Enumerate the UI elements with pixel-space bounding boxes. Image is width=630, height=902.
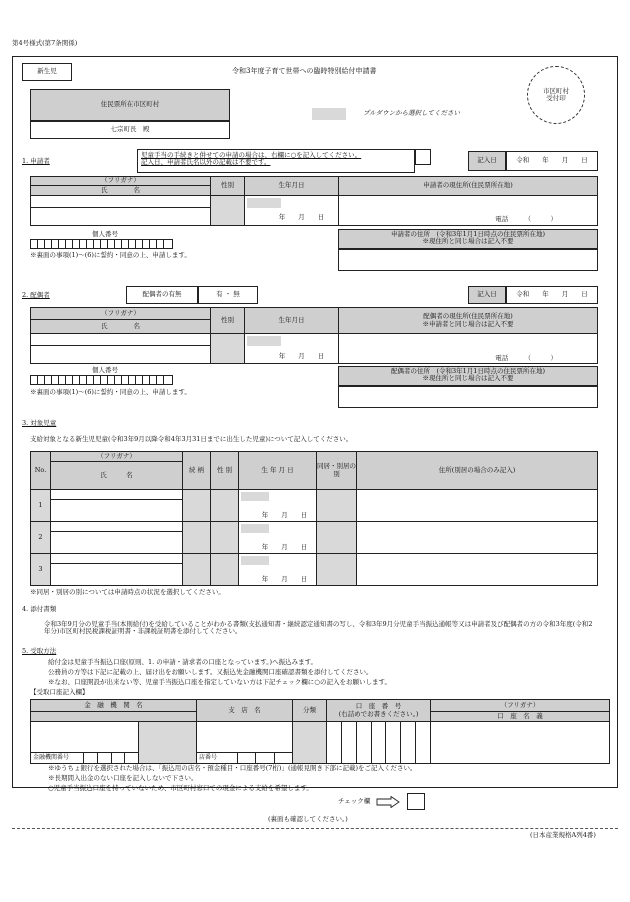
spouse-2021-address-field[interactable] [338, 386, 598, 408]
spouse-individual-number[interactable] [30, 375, 173, 385]
attachments-text: 令和3年9月分の児童手当(本則給付)を受給していることがわかる書類(支払通知書・継続認定通知書の写し、令和3年9月分児童手当振込通帳等又は申請者及び配偶者の方の令和3年度(令和2年分)市区町村民税課税証明書・非課税証明書を添付してください。 [44, 620, 593, 636]
branch-code-input[interactable] [237, 753, 255, 763]
receipt-line-3: ※なお、口座開設が出来ない等、児童手当振込口座を指定していない方は下記チェック欄に○の記入をお願いします。 [48, 678, 391, 686]
spouse-presence-label: 配偶者の有無 [126, 286, 198, 304]
receipt-note-1: ※ゆうちょ銀行を選択された場合は、「振込用の店名・預金種目・口座番号(7桁)」(通帳見開き下部に記載)をご記入ください。 [48, 764, 417, 772]
child-name-input[interactable] [51, 500, 183, 522]
arrow-right-icon [376, 796, 400, 810]
paper-size-note: (日本産業規格A列4番) [530, 831, 596, 839]
spouse-section-title: 2. 配偶者 [22, 291, 50, 299]
applicant-birthdate-field[interactable]: 年 月 日 [245, 196, 339, 226]
spouse-name-input[interactable] [31, 346, 211, 364]
child-name-input[interactable] [51, 564, 183, 586]
form-title: 令和3年度子育て世帯への臨時特別給付申請書 [232, 67, 377, 75]
account-category-select[interactable] [293, 722, 327, 764]
child-furigana-input[interactable] [51, 490, 183, 500]
spouse-gender-select[interactable] [211, 334, 245, 364]
applicant-furigana-input[interactable] [31, 196, 211, 208]
spouse-furigana-input[interactable] [31, 334, 211, 346]
receipt-line-2: 公務員の方等は下記に記載の上、届け出をお願いします。又振込先金融機関口座確認書類を添付してください。 [48, 668, 373, 676]
child-address-field[interactable] [357, 522, 598, 554]
child-relation-select[interactable] [183, 522, 211, 554]
receipt-note-3: ○児童手当振込口座を持っていないため、市区町村窓口での現金による支給を希望します。 [48, 784, 313, 792]
receipt-section-title: 5. 受取方法 [22, 647, 57, 655]
account-number-input[interactable] [327, 722, 431, 764]
spouse-date-label: 記入日 [468, 286, 506, 304]
children-footnote: ※同居・別居の別については申請時点の状況を選択してください。 [30, 588, 225, 596]
pulldown-sample [312, 108, 346, 120]
applicant-name-input[interactable] [31, 208, 211, 226]
cash-payment-checkbox[interactable] [407, 793, 425, 810]
applicant-notice: 児童手当の手続きと併せての申請の場合は、右欄に○を記入してください。 記入日、申請者氏名以外の記載は不要です。 [137, 149, 415, 173]
bank-name-input[interactable] [31, 722, 139, 753]
children-table: No. （フリガナ） 続 柄 性 別 生 年 月 日 同居・別居の別 住所(別居の場合のみ記入) 氏 名 1 年 月 日 2 年 月 日 3 年 月 日 [30, 451, 598, 586]
child-name-input[interactable] [51, 532, 183, 554]
applicant-address-field[interactable]: 電話 （ ） [339, 196, 598, 226]
applicant-individual-number[interactable] [30, 239, 173, 249]
child-birthdate-field[interactable]: 年 月 日 [239, 554, 317, 586]
newborn-tag: 新生児 [22, 63, 72, 81]
spouse-birthdate-field[interactable]: 年 月 日 [245, 334, 339, 364]
pulldown-note: プルダウンから選択してください [363, 109, 460, 117]
applicant-2021-address-label: 申請者の住所 (令和3年1月1日時点の住民票所在地) ※現住所と同じ場合は記入不要 [338, 229, 598, 249]
applicant-section-title: 1. 申請者 [22, 157, 50, 165]
spouse-presence-select[interactable]: 有 ・ 無 [198, 286, 258, 304]
child-furigana-input[interactable] [51, 522, 183, 532]
table-row: 2 年 月 日 [31, 522, 598, 532]
child-relation-select[interactable] [183, 554, 211, 586]
child-cohabit-select[interactable] [317, 522, 357, 554]
applicant-pledge: ※裏面の事項(1)～(6)に誓約・同意の上、申請します。 [30, 251, 191, 259]
applicant-table: （フリガナ） 性別 生年月日 申請者の現住所(住民票所在地) 氏 名 年 月 日 電話 （ ） [30, 176, 598, 226]
spouse-pledge: ※裏面の事項(1)～(6)に誓約・同意の上、申請します。 [30, 388, 191, 396]
child-address-field[interactable] [357, 554, 598, 586]
form-number: 第4号様式(第7条関係) [12, 39, 78, 47]
applicant-2021-address-field[interactable] [338, 249, 598, 271]
account-holder-input[interactable] [431, 722, 610, 764]
reception-stamp: 市区町村 受付印 [527, 66, 585, 124]
table-row: 3 年 月 日 [31, 554, 598, 564]
child-gender-select[interactable] [211, 554, 239, 586]
spouse-number-label: 個人番号 [92, 365, 118, 374]
back-side-note: (裏面も確認してください。) [268, 815, 348, 823]
mayor-addressee: 七宗町長 殿 [30, 121, 230, 139]
spouse-2021-address-label: 配偶者の住所 (令和3年1月1日時点の住民票所在地) ※現住所と同じ場合は記入不要 [338, 366, 598, 386]
attachments-section-title: 4. 添付書類 [22, 605, 57, 613]
children-section-title: 3. 対象児童 [22, 419, 57, 427]
divider [12, 828, 618, 829]
branch-name-input[interactable] [197, 722, 293, 753]
receipt-note-2: ※長期間入出金のない口座を記入しないで下さい。 [48, 774, 198, 782]
child-address-field[interactable] [357, 490, 598, 522]
combined-procedure-checkbox[interactable] [415, 149, 431, 165]
bank-type-select[interactable] [139, 722, 197, 764]
child-cohabit-select[interactable] [317, 490, 357, 522]
child-furigana-input[interactable] [51, 554, 183, 564]
table-row: 1 年 月 日 [31, 490, 598, 500]
applicant-date-field[interactable]: 令和 年 月 日 [506, 151, 598, 171]
child-gender-select[interactable] [211, 490, 239, 522]
applicant-number-label: 個人番号 [92, 229, 118, 238]
spouse-address-field[interactable]: 電話 （ ） [339, 334, 598, 364]
child-birthdate-field[interactable]: 年 月 日 [239, 522, 317, 554]
check-label: チェック欄 [338, 797, 371, 805]
account-section-title: 【受取口座記入欄】 [30, 688, 89, 696]
applicant-date-label: 記入日 [468, 151, 506, 171]
bank-account-table: 金 融 機 関 名 支 店 名 分類 口 座 番 号 (右詰めでお書きください。) （フリガナ） 口 座 名 義 金融機関番号 店番号 [30, 699, 610, 764]
spouse-date-field[interactable]: 令和 年 月 日 [506, 286, 598, 304]
applicant-gender-select[interactable] [211, 196, 245, 226]
child-cohabit-select[interactable] [317, 554, 357, 586]
bank-code-input[interactable] [83, 753, 97, 763]
child-birthdate-field[interactable]: 年 月 日 [239, 490, 317, 522]
child-relation-select[interactable] [183, 490, 211, 522]
children-intro: 支給対象となる新生児児童(令和3年9月以降令和4年3月31日までに出生した児童)について記入してください。 [30, 435, 353, 443]
receipt-line-1: 給付金は児童手当振込口座(原則、1. の申請・請求者の口座となっています。)へ振込みます。 [48, 658, 318, 666]
child-gender-select[interactable] [211, 522, 239, 554]
municipality-field[interactable]: 住民票所在市区町村 [30, 89, 230, 121]
spouse-table: （フリガナ） 性別 生年月日 配偶者の現住所(住民票所在地) ※申請者と同じ場合は記入不要 氏 名 年 月 日 電話 （ ） [30, 307, 598, 364]
